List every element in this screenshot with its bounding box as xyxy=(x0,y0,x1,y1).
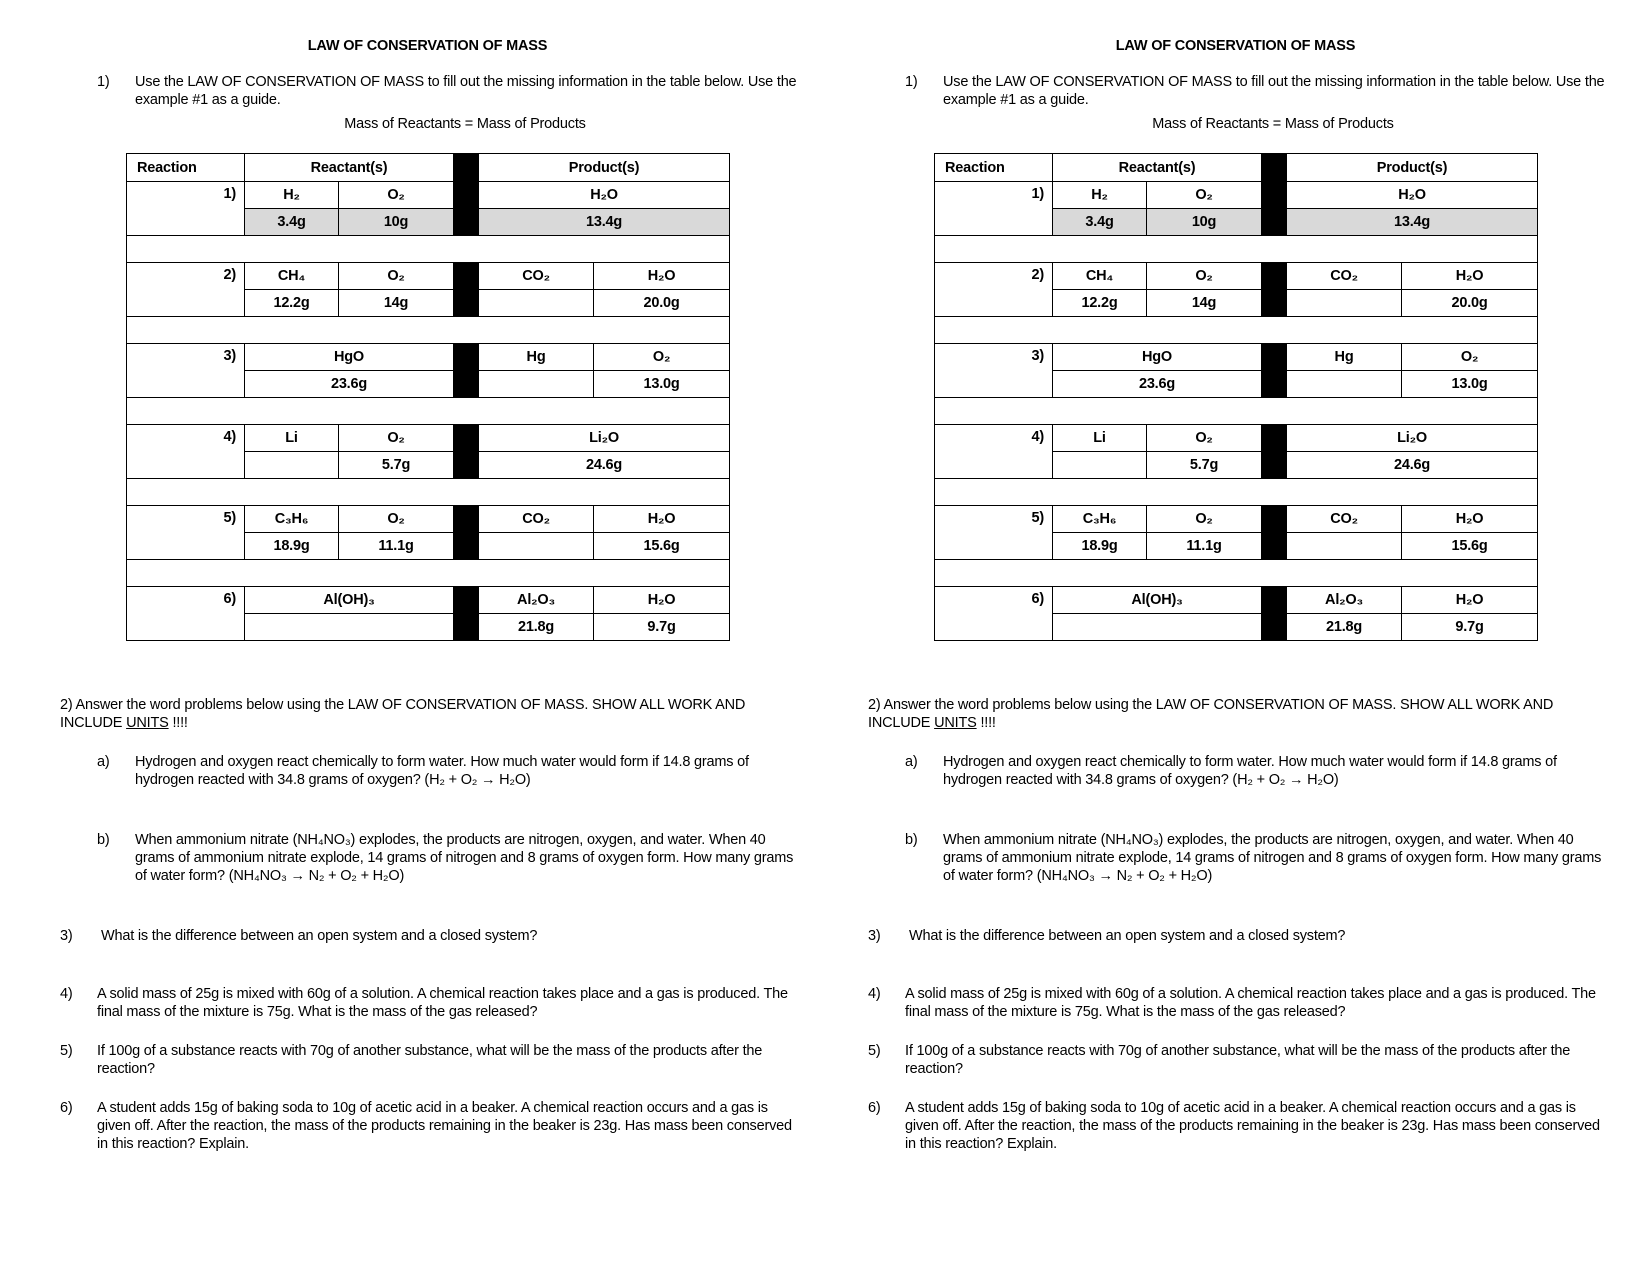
reactant-formula: H₂ xyxy=(1053,182,1147,209)
product-formula: Li₂O xyxy=(1287,425,1538,452)
divider-bar xyxy=(454,506,479,560)
product-formula: Li₂O xyxy=(479,425,730,452)
spacer-cell xyxy=(127,317,730,344)
reactant-mass: 14g xyxy=(339,290,454,317)
product-formula: H₂O xyxy=(1402,587,1538,614)
question-number: 1) xyxy=(97,74,110,90)
header-reaction: Reaction xyxy=(127,154,245,182)
header-products: Product(s) xyxy=(479,154,730,182)
product-formula: CO₂ xyxy=(479,263,594,290)
reactant-formula: O₂ xyxy=(339,506,454,533)
product-formula: Hg xyxy=(1287,344,1402,371)
reactant-formula: HgO xyxy=(245,344,454,371)
product-mass xyxy=(479,533,594,560)
reactant-formula: CH₄ xyxy=(245,263,339,290)
reactant-formula: C₃H₆ xyxy=(1053,506,1147,533)
table-row-formula xyxy=(127,506,730,533)
product-formula: H₂O xyxy=(594,587,730,614)
reactant-formula: O₂ xyxy=(339,182,454,209)
header-products: Product(s) xyxy=(1287,154,1538,182)
reactant-mass: 18.9g xyxy=(245,533,339,560)
reaction-number: 4) xyxy=(127,425,245,479)
table-spacer-row xyxy=(935,479,1538,506)
reactant-mass: 11.1g xyxy=(339,533,454,560)
table-row-formula xyxy=(127,263,730,290)
product-mass: 20.0g xyxy=(594,290,730,317)
worksheet-title: LAW OF CONSERVATION OF MASS xyxy=(307,38,548,54)
spacer-cell xyxy=(935,236,1538,263)
question-2-intro: 2) Answer the word problems below using the LAW OF CONSERVATION OF MASS. SHOW ALL WORK AND INCLUDE UNITS !!!! xyxy=(868,697,1554,731)
divider-bar xyxy=(454,154,479,182)
table-spacer-row xyxy=(127,398,730,425)
reactant-mass: 5.7g xyxy=(339,452,454,479)
product-formula: CO₂ xyxy=(1287,506,1402,533)
spacer-cell xyxy=(935,398,1538,425)
reactant-formula: O₂ xyxy=(1147,425,1262,452)
reactant-mass xyxy=(245,452,339,479)
reaction-number: 2) xyxy=(935,263,1053,317)
question-2-intro: 2) Answer the word problems below using the LAW OF CONSERVATION OF MASS. SHOW ALL WORK AND INCLUDE UNITS !!!! xyxy=(60,697,746,731)
product-mass: 24.6g xyxy=(479,452,730,479)
reaction-table xyxy=(126,153,730,641)
product-formula: H₂O xyxy=(1402,506,1538,533)
product-mass xyxy=(1287,290,1402,317)
mass-equation: Mass of Reactants = Mass of Products xyxy=(344,116,586,132)
table-spacer-row xyxy=(127,317,730,344)
worksheet-title: LAW OF CONSERVATION OF MASS xyxy=(1115,38,1356,54)
table-row-formula xyxy=(935,506,1538,533)
reaction-number: 1) xyxy=(935,182,1053,236)
product-mass: 9.7g xyxy=(594,614,730,641)
reactant-formula: CH₄ xyxy=(1053,263,1147,290)
table-spacer-row xyxy=(935,560,1538,587)
header-reaction: Reaction xyxy=(935,154,1053,182)
product-mass: 13.4g xyxy=(1287,209,1538,236)
header-reactants: Reactant(s) xyxy=(1053,154,1262,182)
reactant-formula: O₂ xyxy=(1147,182,1262,209)
table-spacer-row xyxy=(127,479,730,506)
product-mass xyxy=(1287,371,1402,398)
spacer-cell xyxy=(935,560,1538,587)
spacer-cell xyxy=(935,479,1538,506)
product-formula: CO₂ xyxy=(479,506,594,533)
divider-bar xyxy=(454,425,479,479)
table-spacer-row xyxy=(935,236,1538,263)
reactant-formula: Al(OH)₃ xyxy=(245,587,454,614)
worksheet-right: LAW OF CONSERVATION OF MASS 1) Use the LAW OF CONSERVATION OF MASS to fill out the missing information in the table below. Use the example #1 as a guide. Mass of Reactants = Mass of Products Reaction Reactant(s) Product(s) 1) H₂ O₂ H₂O 3.4g 10g 13.4g 2) CH₄ O₂ CO₂ H₂O 12.2g 14g 20.0g 3) HgO Hg O₂ 23.6g 13.0g 4) Li O₂ Li₂O 5.7g 24.6g 5) C₃H₆ O₂ CO₂ H₂O 18.9g 11.1g 15.6g 6) Al(OH)₃ Al₂O₃ H₂O 21.8g 9.7g 2) Answer the word problems below using the LAW OF CONSERVATION OF MASS. SHOW ALL WORK AND INCLUDE UNITS !!!! a) Hydrogen and oxygen react chemically to form water. How much water would form if 14.8 grams of hydrogen reacted with 34.8 grams of oxygen? (H₂ + O₂ → H₂O) b) When ammonium nitrate (NH₄NO₃) explodes, the products are nitrogen, oxygen, and water. When 40 grams of ammonium nitrate explode, 14 grams of nitrogen and 8 grams of oxygen form. How many grams of water form? (NH₄NO₃ → N₂ + O₂ + H₂O) 3) What is the difference between an open system and a closed system? 4) A solid mass of 25g is mixed with 60g of a solution. A chemical reaction takes place and a gas is produced. The final mass of the mixture is 75g. What is the mass of the gas released? 5) If 100g of a substance reacts with 70g of another substance, what will be the mass of the products after the reaction? 6) A student adds 15g of baking soda to 10g of acetic acid in a beaker. A chemical reaction occurs and a gas is given off. After the reaction, the mass of the products remaining in the beaker is 23g. Has mass been conserved in this reaction? Explain. xyxy=(808,0,1633,1275)
product-mass: 20.0g xyxy=(1402,290,1538,317)
reaction-table xyxy=(934,153,1538,641)
divider-bar xyxy=(1262,182,1287,236)
product-formula: CO₂ xyxy=(1287,263,1402,290)
reaction-number: 6) xyxy=(127,587,245,641)
question-text: Use the LAW OF CONSERVATION OF MASS to fill out the missing information in the table below. Use the example #1 as a guide. xyxy=(943,74,1605,108)
mass-equation: Mass of Reactants = Mass of Products xyxy=(1152,116,1394,132)
reactant-mass: 11.1g xyxy=(1147,533,1262,560)
table-row-formula xyxy=(935,344,1538,371)
reactant-mass: 5.7g xyxy=(1147,452,1262,479)
reactant-mass xyxy=(1053,452,1147,479)
divider-bar xyxy=(454,263,479,317)
divider-bar xyxy=(1262,344,1287,398)
product-formula: Hg xyxy=(479,344,594,371)
reaction-number: 5) xyxy=(935,506,1053,560)
product-mass: 21.8g xyxy=(479,614,594,641)
reactant-formula: HgO xyxy=(1053,344,1262,371)
table-row-formula xyxy=(127,425,730,452)
reactant-mass: 23.6g xyxy=(1053,371,1262,398)
table-spacer-row xyxy=(935,317,1538,344)
reactant-formula: Al(OH)₃ xyxy=(1053,587,1262,614)
table-header-row xyxy=(127,154,730,182)
units-emphasis: UNITS xyxy=(934,715,977,731)
reactant-mass: 23.6g xyxy=(245,371,454,398)
divider-bar xyxy=(1262,506,1287,560)
divider-bar xyxy=(1262,587,1287,641)
spacer-cell xyxy=(127,236,730,263)
product-mass: 15.6g xyxy=(1402,533,1538,560)
reactant-mass: 12.2g xyxy=(245,290,339,317)
reaction-number: 6) xyxy=(935,587,1053,641)
product-mass xyxy=(1287,533,1402,560)
spacer-cell xyxy=(127,398,730,425)
reactant-formula: O₂ xyxy=(1147,263,1262,290)
product-formula: H₂O xyxy=(479,182,730,209)
product-mass: 15.6g xyxy=(594,533,730,560)
product-mass: 13.4g xyxy=(479,209,730,236)
divider-bar xyxy=(454,344,479,398)
reactant-mass: 12.2g xyxy=(1053,290,1147,317)
reaction-number: 3) xyxy=(935,344,1053,398)
table-row-formula xyxy=(935,263,1538,290)
product-formula: H₂O xyxy=(1287,182,1538,209)
product-formula: Al₂O₃ xyxy=(479,587,594,614)
spacer-cell xyxy=(127,560,730,587)
product-formula: H₂O xyxy=(1402,263,1538,290)
product-formula: H₂O xyxy=(594,263,730,290)
worksheet-left: LAW OF CONSERVATION OF MASS 1) Use the LAW OF CONSERVATION OF MASS to fill out the missing information in the table below. Use the example #1 as a guide. Mass of Reactants = Mass of Products Reaction Reactant(s) Product(s) 1) H₂ O₂ H₂O 3.4g 10g 13.4g 2) CH₄ O₂ CO₂ H₂O 12.2g 14g 20.0g 3) HgO Hg O₂ 23.6g 13.0g 4) Li O₂ Li₂O 5.7g 24.6g 5) C₃H₆ O₂ CO₂ H₂O 18.9g 11.1g 15.6g 6) Al(OH)₃ Al₂O₃ H₂O 21.8g 9.7g 2) Answer the word problems below using the LAW OF CONSERVATION OF MASS. SHOW ALL WORK AND INCLUDE UNITS !!!! a) Hydrogen and oxygen react chemically to form water. How much water would form if 14.8 grams of hydrogen reacted with 34.8 grams of oxygen? (H₂ + O₂ → H₂O) b) When ammonium nitrate (NH₄NO₃) explodes, the products are nitrogen, oxygen, and water. When 40 grams of ammonium nitrate explode, 14 grams of nitrogen and 8 grams of oxygen form. How many grams of water form? (NH₄NO₃ → N₂ + O₂ + H₂O) 3) What is the difference between an open system and a closed system? 4) A solid mass of 25g is mixed with 60g of a solution. A chemical reaction takes place and a gas is produced. The final mass of the mixture is 75g. What is the mass of the gas released? 5) If 100g of a substance reacts with 70g of another substance, what will be the mass of the products after the reaction? 6) A student adds 15g of baking soda to 10g of acetic acid in a beaker. A chemical reaction occurs and a gas is given off. After the reaction, the mass of the products remaining in the beaker is 23g. Has mass been conserved in this reaction? Explain. xyxy=(0,0,825,1275)
reactant-formula: H₂ xyxy=(245,182,339,209)
reactant-formula: C₃H₆ xyxy=(245,506,339,533)
product-mass: 21.8g xyxy=(1287,614,1402,641)
product-mass: 13.0g xyxy=(594,371,730,398)
product-mass: 24.6g xyxy=(1287,452,1538,479)
reactant-formula: O₂ xyxy=(339,263,454,290)
question-number: 1) xyxy=(905,74,918,90)
divider-bar xyxy=(1262,425,1287,479)
divider-bar xyxy=(454,587,479,641)
product-mass: 9.7g xyxy=(1402,614,1538,641)
units-emphasis: UNITS xyxy=(126,715,169,731)
product-formula: O₂ xyxy=(594,344,730,371)
reactant-mass: 18.9g xyxy=(1053,533,1147,560)
reactant-formula: Li xyxy=(245,425,339,452)
table-spacer-row xyxy=(127,236,730,263)
reactant-formula: Li xyxy=(1053,425,1147,452)
table-row-formula xyxy=(127,344,730,371)
reactant-formula: O₂ xyxy=(1147,506,1262,533)
product-formula: O₂ xyxy=(1402,344,1538,371)
reactant-mass xyxy=(245,614,454,641)
reactant-mass: 10g xyxy=(1147,209,1262,236)
divider-bar xyxy=(454,182,479,236)
table-row-formula xyxy=(935,587,1538,614)
reaction-number: 5) xyxy=(127,506,245,560)
divider-bar xyxy=(1262,263,1287,317)
reaction-number: 4) xyxy=(935,425,1053,479)
spacer-cell xyxy=(127,479,730,506)
table-spacer-row xyxy=(935,398,1538,425)
reactant-mass: 3.4g xyxy=(245,209,339,236)
reaction-number: 2) xyxy=(127,263,245,317)
product-mass: 13.0g xyxy=(1402,371,1538,398)
table-row-formula xyxy=(127,587,730,614)
reactant-formula: O₂ xyxy=(339,425,454,452)
table-row-formula xyxy=(935,425,1538,452)
product-mass xyxy=(479,290,594,317)
reactant-mass: 10g xyxy=(339,209,454,236)
product-formula: H₂O xyxy=(594,506,730,533)
divider-bar xyxy=(1262,154,1287,182)
table-row-formula xyxy=(935,182,1538,209)
product-formula: Al₂O₃ xyxy=(1287,587,1402,614)
reactant-mass xyxy=(1053,614,1262,641)
table-spacer-row xyxy=(127,560,730,587)
spacer-cell xyxy=(935,317,1538,344)
table-row-formula xyxy=(127,182,730,209)
reaction-number: 3) xyxy=(127,344,245,398)
product-mass xyxy=(479,371,594,398)
reactant-mass: 14g xyxy=(1147,290,1262,317)
question-text: Use the LAW OF CONSERVATION OF MASS to fill out the missing information in the table below. Use the example #1 as a guide. xyxy=(135,74,797,108)
header-reactants: Reactant(s) xyxy=(245,154,454,182)
reaction-number: 1) xyxy=(127,182,245,236)
table-header-row xyxy=(935,154,1538,182)
reactant-mass: 3.4g xyxy=(1053,209,1147,236)
